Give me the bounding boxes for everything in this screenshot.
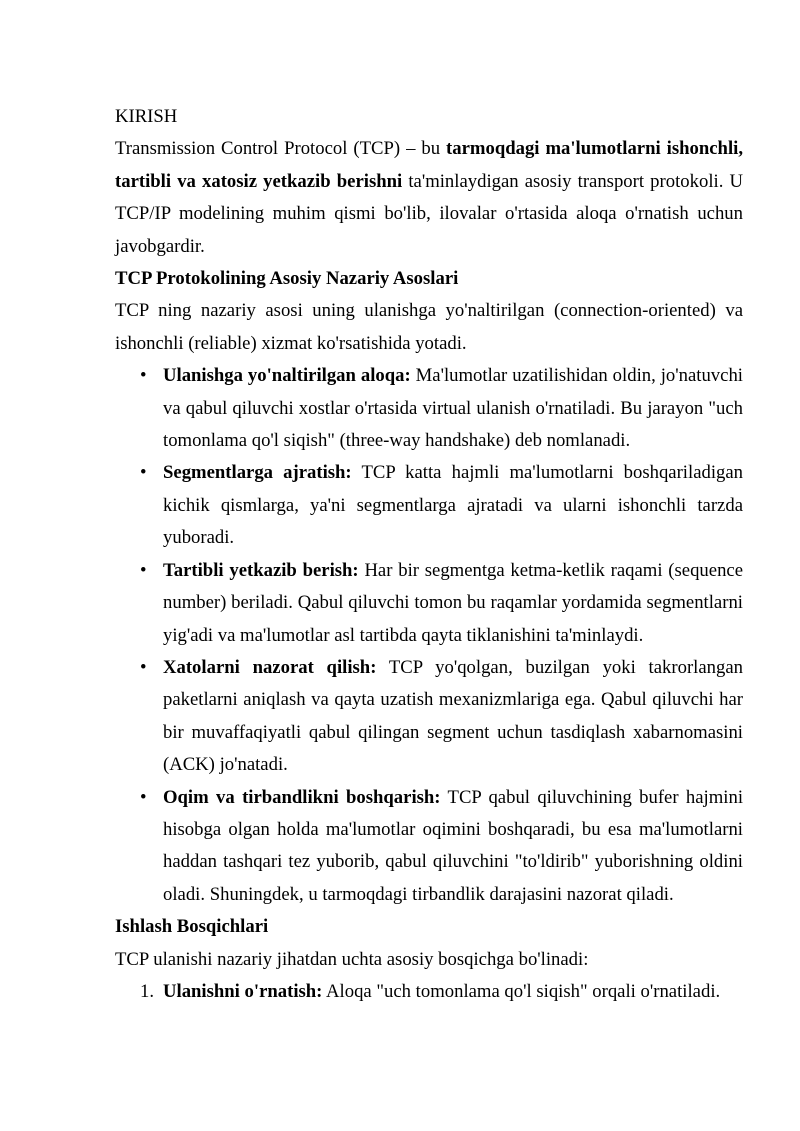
bullet-text: TCP yo'qolgan, buzilgan yoki takrorlangan paketlarni aniqlash va qayta uzatish mexanizmlariga ega. Qabul qiluvchi har bir muvaffaqiyatli qabul qilingan segment uchun tasdiqlash xabarnomasini (ACK) jo'natadi. bbox=[163, 656, 743, 776]
bullet-item-connection bbox=[115, 360, 743, 457]
bullet-icon: • bbox=[140, 786, 147, 808]
bullet-icon: • bbox=[140, 559, 147, 581]
bullet-text: TCP qabul qiluvchining bufer hajmini hisobga olgan holda ma'lumotlar oqimini boshqaradi, bu esa ma'lumotlarni haddan tashqari tez yuborib, qabul qiluvchini "to'ldirib" yuborishning oldini oladi. Shuningdek, u tarmoqdagi tirbandlik darajasini nazorat qiladi. bbox=[163, 786, 744, 905]
bullet-item-error-control bbox=[115, 652, 743, 782]
text-run: ta'minlaydigan asosiy transport protokoli. U TCP/IP modelining muhim qismi bo'lib, ilovalar o'rtasida aloqa o'rnatish uchun javobgardir. bbox=[115, 170, 744, 257]
page-title: KIRISH bbox=[115, 106, 178, 127]
list-number: 1. bbox=[140, 980, 155, 1002]
numbered-label: Ulanishni o'rnatish: bbox=[163, 980, 323, 1002]
theory-paragraph: TCP ning nazariy asosi uning ulanishga yo'naltirilgan (connection-oriented) va ishonchli (reliable) xizmat ko'rsatishida yotadi. bbox=[115, 300, 743, 354]
section-heading-theory: TCP Protokolining Asosiy Nazariy Asoslari bbox=[115, 268, 459, 290]
text-run-bold: tarmoqdagi ma'lumotlarni ishonchli, tartibli va xatosiz yetkazib berishni bbox=[115, 138, 743, 192]
numbered-list bbox=[115, 976, 743, 1008]
bullet-list bbox=[115, 360, 743, 911]
bullet-item-segmentation bbox=[115, 457, 743, 554]
bullet-label: Xatolarni nazorat qilish: bbox=[163, 656, 377, 678]
bullet-icon: • bbox=[140, 462, 147, 484]
intro-paragraph bbox=[115, 133, 743, 263]
bullet-label: Oqim va tirbandlikni boshqarish: bbox=[163, 786, 441, 808]
bullet-icon: • bbox=[140, 365, 147, 387]
bullet-item-ordering bbox=[115, 555, 743, 652]
bullet-label: Segmentlarga ajratish: bbox=[163, 462, 352, 484]
bullet-icon: • bbox=[140, 656, 147, 678]
section-heading-stages: Ishlash Bosqichlari bbox=[115, 916, 269, 938]
stages-paragraph: TCP ulanishi nazariy jihatdan uchta asosiy bosqichga bo'linadi: bbox=[115, 948, 589, 970]
bullet-item-flow-control bbox=[115, 782, 743, 912]
numbered-item-connect bbox=[115, 976, 743, 1008]
document-page bbox=[115, 101, 743, 1008]
bullet-text: Har bir segmentga ketma-ketlik raqami (sequence number) beriladi. Qabul qiluvchi tomon bu raqamlar yordamida segmentlarni yig'adi va ma'lumotlar asl tartibda qayta tiklanishini ta'minlaydi. bbox=[163, 559, 744, 646]
bullet-text: Ma'lumotlar uzatilishidan oldin, jo'natuvchi va qabul qiluvchi xostlar o'rtasida virtual ulanish o'rnatiladi. Bu jarayon "uch tomonlama qo'l siqish" (three-way handshake) deb nomlanadi. bbox=[163, 365, 743, 452]
bullet-label: Ulanishga yo'naltirilgan aloqa: bbox=[163, 365, 411, 387]
numbered-text: Aloqa "uch tomonlama qo'l siqish" orqali o'rnatiladi. bbox=[322, 980, 721, 1002]
text-run: Transmission Control Protocol (TCP) – bu bbox=[115, 138, 447, 160]
bullet-text: TCP katta hajmli ma'lumotlarni boshqariladigan kichik qismlarga, ya'ni segmentlarga ajratadi va ularni ishonchli tarzda yuboradi. bbox=[163, 462, 744, 549]
bullet-label: Tartibli yetkazib berish: bbox=[163, 559, 359, 581]
